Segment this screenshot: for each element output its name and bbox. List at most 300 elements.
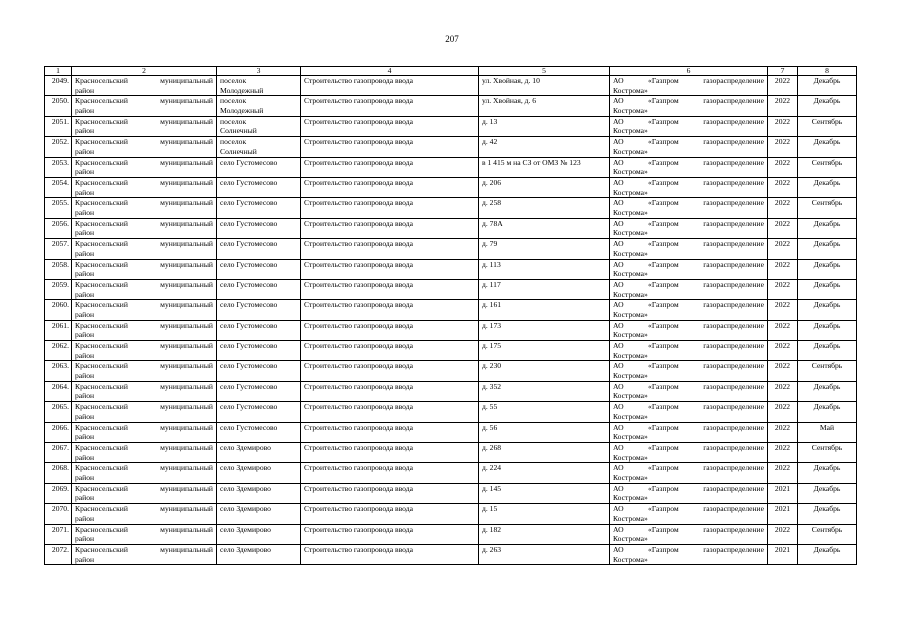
district-type: муниципальный xyxy=(160,381,213,391)
row-number: 2068. xyxy=(45,463,72,483)
district-suffix: район xyxy=(75,207,95,217)
work-type-cell: Строительство газопровода ввода xyxy=(301,544,479,564)
address-cell: д. 145 xyxy=(479,483,610,503)
executor-name-2: газораспределение xyxy=(703,483,764,493)
executor-form: АО xyxy=(613,279,624,289)
address-cell: д. 79 xyxy=(479,239,610,259)
district-name: Красносельский xyxy=(75,157,128,167)
month-cell: Декабрь xyxy=(798,239,857,259)
settlement-cell xyxy=(217,483,301,503)
column-header: 8 xyxy=(798,67,857,76)
column-header: 4 xyxy=(301,67,479,76)
executor-name-2: газораспределение xyxy=(703,116,764,126)
work-type-cell: Строительство газопровода ввода xyxy=(301,300,479,320)
table-row xyxy=(45,463,857,483)
settlement-line1: поселок xyxy=(220,137,247,147)
address-cell: д. 78А xyxy=(479,218,610,238)
executor-name-2: газораспределение xyxy=(703,157,764,167)
executor-name-1: «Газпром xyxy=(648,116,679,126)
table-row xyxy=(45,381,857,401)
district-cell xyxy=(72,443,217,463)
settlement-line1: село Густомесово xyxy=(220,218,278,228)
executor-name-2: газораспределение xyxy=(703,381,764,391)
settlement-cell xyxy=(217,300,301,320)
year-cell: 2022 xyxy=(768,402,798,422)
executor-form: АО xyxy=(613,483,624,493)
year-cell: 2022 xyxy=(768,157,798,177)
work-type-cell: Строительство газопровода ввода xyxy=(301,116,479,136)
month-cell: Сентябрь xyxy=(798,116,857,136)
address-cell: д. 55 xyxy=(479,402,610,422)
address-cell: д. 173 xyxy=(479,320,610,340)
executor-name-1: «Газпром xyxy=(648,76,679,85)
row-number: 2059. xyxy=(45,279,72,299)
district-cell xyxy=(72,402,217,422)
district-cell xyxy=(72,320,217,340)
table-row xyxy=(45,320,857,340)
district-type: муниципальный xyxy=(160,463,213,473)
settlement-line2: Солнечный xyxy=(220,126,257,136)
executor-name-1: «Газпром xyxy=(648,218,679,228)
executor-name-3: Кострома» xyxy=(613,289,648,299)
table-row xyxy=(45,279,857,299)
row-number: 2062. xyxy=(45,341,72,361)
district-name: Красносельский xyxy=(75,463,128,473)
executor-name-3: Кострома» xyxy=(613,411,648,421)
column-header: 7 xyxy=(768,67,798,76)
district-name: Красносельский xyxy=(75,544,128,554)
settlement-line1: поселок xyxy=(220,76,247,85)
executor-name-2: газораспределение xyxy=(703,443,764,453)
address-cell: д. 268 xyxy=(479,443,610,463)
row-number: 2050. xyxy=(45,96,72,116)
district-cell xyxy=(72,157,217,177)
executor-form: АО xyxy=(613,96,624,106)
year-cell: 2021 xyxy=(768,483,798,503)
executor-name-2: газораспределение xyxy=(703,96,764,106)
executor-form: АО xyxy=(613,239,624,249)
settlement-cell xyxy=(217,544,301,564)
settlement-line1: село Густомесово xyxy=(220,259,278,269)
settlement-cell xyxy=(217,463,301,483)
year-cell: 2022 xyxy=(768,524,798,544)
district-cell xyxy=(72,361,217,381)
executor-name-2: газораспределение xyxy=(703,259,764,269)
executor-name-3: Кострома» xyxy=(613,146,648,156)
district-suffix: район xyxy=(75,126,95,136)
settlement-line1: село Густомесово xyxy=(220,279,278,289)
month-cell: Сентябрь xyxy=(798,443,857,463)
district-name: Красносельский xyxy=(75,259,128,269)
table-row xyxy=(45,341,857,361)
year-cell: 2022 xyxy=(768,341,798,361)
settlement-line1: село Густомесово xyxy=(220,157,278,167)
executor-name-1: «Газпром xyxy=(648,177,679,187)
district-type: муниципальный xyxy=(160,137,213,147)
settlement-cell xyxy=(217,402,301,422)
executor-name-1: «Газпром xyxy=(648,137,679,147)
table-row xyxy=(45,483,857,503)
year-cell: 2022 xyxy=(768,463,798,483)
district-type: муниципальный xyxy=(160,300,213,310)
table-row xyxy=(45,504,857,524)
settlement-cell xyxy=(217,320,301,340)
executor-name-1: «Газпром xyxy=(648,239,679,249)
executor-name-3: Кострома» xyxy=(613,493,648,503)
district-cell xyxy=(72,279,217,299)
address-cell: д. 15 xyxy=(479,504,610,524)
work-type-cell: Строительство газопровода ввода xyxy=(301,157,479,177)
district-cell xyxy=(72,483,217,503)
district-name: Красносельский xyxy=(75,177,128,187)
month-cell: Декабрь xyxy=(798,320,857,340)
district-cell xyxy=(72,504,217,524)
district-suffix: район xyxy=(75,269,95,279)
work-type-cell: Строительство газопровода ввода xyxy=(301,259,479,279)
district-cell xyxy=(72,422,217,442)
district-type: муниципальный xyxy=(160,544,213,554)
settlement-line2: Солнечный xyxy=(220,146,257,156)
table-row xyxy=(45,422,857,442)
executor-form: АО xyxy=(613,524,624,534)
row-number: 2065. xyxy=(45,402,72,422)
district-cell xyxy=(72,259,217,279)
settlement-cell xyxy=(217,218,301,238)
work-type-cell: Строительство газопровода ввода xyxy=(301,96,479,116)
address-cell: д. 352 xyxy=(479,381,610,401)
district-cell xyxy=(72,341,217,361)
address-cell: д. 206 xyxy=(479,177,610,197)
executor-form: АО xyxy=(613,381,624,391)
row-number: 2064. xyxy=(45,381,72,401)
district-suffix: район xyxy=(75,534,95,544)
work-type-cell: Строительство газопровода ввода xyxy=(301,239,479,259)
settlement-line1: село Густомесово xyxy=(220,402,278,412)
table-row xyxy=(45,361,857,381)
work-type-cell: Строительство газопровода ввода xyxy=(301,463,479,483)
month-cell: Декабрь xyxy=(798,341,857,361)
district-name: Красносельский xyxy=(75,402,128,412)
executor-name-3: Кострома» xyxy=(613,85,648,95)
executor-name-2: газораспределение xyxy=(703,544,764,554)
executor-name-2: газораспределение xyxy=(703,341,764,351)
district-type: муниципальный xyxy=(160,504,213,514)
executor-name-2: газораспределение xyxy=(703,300,764,310)
settlement-line1: село Густомесово xyxy=(220,341,278,351)
district-cell xyxy=(72,544,217,564)
row-number: 2070. xyxy=(45,504,72,524)
month-cell: Сентябрь xyxy=(798,524,857,544)
address-cell: ул. Хвойная, д. 10 xyxy=(479,76,610,96)
district-type: муниципальный xyxy=(160,524,213,534)
work-type-cell: Строительство газопровода ввода xyxy=(301,76,479,96)
address-cell: д. 263 xyxy=(479,544,610,564)
work-type-cell: Строительство газопровода ввода xyxy=(301,137,479,157)
executor-cell xyxy=(610,300,768,320)
executor-name-1: «Газпром xyxy=(648,96,679,106)
executor-cell xyxy=(610,443,768,463)
district-suffix: район xyxy=(75,309,95,319)
work-type-cell: Строительство газопровода ввода xyxy=(301,524,479,544)
column-header: 6 xyxy=(610,67,768,76)
year-cell: 2022 xyxy=(768,116,798,136)
executor-name-3: Кострома» xyxy=(613,207,648,217)
executor-name-1: «Газпром xyxy=(648,361,679,371)
district-cell xyxy=(72,116,217,136)
settlement-cell xyxy=(217,524,301,544)
year-cell: 2022 xyxy=(768,137,798,157)
executor-cell xyxy=(610,157,768,177)
table-row xyxy=(45,239,857,259)
executor-cell xyxy=(610,544,768,564)
address-cell: д. 175 xyxy=(479,341,610,361)
row-number: 2056. xyxy=(45,218,72,238)
settlement-cell xyxy=(217,157,301,177)
district-suffix: район xyxy=(75,85,95,95)
executor-cell xyxy=(610,177,768,197)
executor-cell xyxy=(610,116,768,136)
work-type-cell: Строительство газопровода ввода xyxy=(301,320,479,340)
executor-name-2: газораспределение xyxy=(703,198,764,208)
year-cell: 2022 xyxy=(768,320,798,340)
executor-name-3: Кострома» xyxy=(613,126,648,136)
month-cell: Декабрь xyxy=(798,279,857,299)
table-row xyxy=(45,116,857,136)
settlement-cell xyxy=(217,443,301,463)
table-row xyxy=(45,198,857,218)
year-cell: 2022 xyxy=(768,177,798,197)
gasification-register-table xyxy=(44,66,857,565)
settlement-cell xyxy=(217,116,301,136)
district-type: муниципальный xyxy=(160,239,213,249)
settlement-line1: село Здемирово xyxy=(220,463,271,473)
district-cell xyxy=(72,300,217,320)
executor-name-1: «Газпром xyxy=(648,504,679,514)
district-type: муниципальный xyxy=(160,116,213,126)
executor-name-1: «Газпром xyxy=(648,300,679,310)
row-number: 2055. xyxy=(45,198,72,218)
executor-name-3: Кострома» xyxy=(613,554,648,564)
executor-name-2: газораспределение xyxy=(703,279,764,289)
executor-cell xyxy=(610,218,768,238)
executor-form: АО xyxy=(613,300,624,310)
year-cell: 2021 xyxy=(768,504,798,524)
district-name: Красносельский xyxy=(75,239,128,249)
address-cell: д. 258 xyxy=(479,198,610,218)
executor-name-1: «Газпром xyxy=(648,443,679,453)
settlement-cell xyxy=(217,422,301,442)
district-suffix: район xyxy=(75,105,95,115)
settlement-line1: село Густомесово xyxy=(220,381,278,391)
table-row xyxy=(45,402,857,422)
executor-name-2: газораспределение xyxy=(703,463,764,473)
year-cell: 2022 xyxy=(768,361,798,381)
executor-cell xyxy=(610,341,768,361)
district-type: муниципальный xyxy=(160,218,213,228)
district-suffix: район xyxy=(75,330,95,340)
settlement-cell xyxy=(217,361,301,381)
month-cell: Декабрь xyxy=(798,137,857,157)
executor-cell xyxy=(610,137,768,157)
district-name: Красносельский xyxy=(75,524,128,534)
district-suffix: район xyxy=(75,452,95,462)
executor-form: АО xyxy=(613,320,624,330)
year-cell: 2022 xyxy=(768,422,798,442)
executor-cell xyxy=(610,198,768,218)
settlement-line1: село Густомесово xyxy=(220,239,278,249)
work-type-cell: Строительство газопровода ввода xyxy=(301,361,479,381)
settlement-cell xyxy=(217,239,301,259)
month-cell: Декабрь xyxy=(798,300,857,320)
district-cell xyxy=(72,524,217,544)
district-name: Красносельский xyxy=(75,361,128,371)
district-cell xyxy=(72,137,217,157)
address-cell: в 1 415 м на СЗ от ОМЗ № 123 xyxy=(479,157,610,177)
district-cell xyxy=(72,76,217,96)
executor-name-3: Кострома» xyxy=(613,534,648,544)
settlement-line1: поселок xyxy=(220,96,247,106)
work-type-cell: Строительство газопровода ввода xyxy=(301,381,479,401)
year-cell: 2022 xyxy=(768,76,798,96)
executor-form: АО xyxy=(613,341,624,351)
executor-name-3: Кострома» xyxy=(613,309,648,319)
executor-form: АО xyxy=(613,402,624,412)
month-cell: Декабрь xyxy=(798,544,857,564)
executor-name-1: «Газпром xyxy=(648,279,679,289)
executor-name-3: Кострома» xyxy=(613,513,648,523)
executor-cell xyxy=(610,259,768,279)
month-cell: Май xyxy=(798,422,857,442)
row-number: 2063. xyxy=(45,361,72,381)
executor-name-3: Кострома» xyxy=(613,228,648,238)
executor-form: АО xyxy=(613,504,624,514)
column-header: 3 xyxy=(217,67,301,76)
executor-form: АО xyxy=(613,137,624,147)
month-cell: Декабрь xyxy=(798,402,857,422)
table-row xyxy=(45,76,857,96)
district-name: Красносельский xyxy=(75,198,128,208)
address-cell: д. 56 xyxy=(479,422,610,442)
executor-name-1: «Газпром xyxy=(648,544,679,554)
row-number: 2071. xyxy=(45,524,72,544)
settlement-cell xyxy=(217,341,301,361)
row-number: 2060. xyxy=(45,300,72,320)
executor-name-2: газораспределение xyxy=(703,361,764,371)
district-suffix: район xyxy=(75,493,95,503)
address-cell: д. 113 xyxy=(479,259,610,279)
district-type: муниципальный xyxy=(160,198,213,208)
executor-name-1: «Газпром xyxy=(648,198,679,208)
table-row xyxy=(45,157,857,177)
month-cell: Декабрь xyxy=(798,463,857,483)
address-cell: д. 230 xyxy=(479,361,610,381)
month-cell: Сентябрь xyxy=(798,198,857,218)
executor-name-3: Кострома» xyxy=(613,269,648,279)
district-cell xyxy=(72,463,217,483)
executor-name-1: «Газпром xyxy=(648,402,679,412)
month-cell: Декабрь xyxy=(798,96,857,116)
settlement-cell xyxy=(217,137,301,157)
executor-form: АО xyxy=(613,218,624,228)
district-cell xyxy=(72,381,217,401)
month-cell: Декабрь xyxy=(798,218,857,238)
settlement-line1: поселок xyxy=(220,116,247,126)
district-cell xyxy=(72,198,217,218)
settlement-line2: Молодежный xyxy=(220,85,264,95)
executor-name-1: «Газпром xyxy=(648,483,679,493)
address-cell: д. 224 xyxy=(479,463,610,483)
settlement-line2: Молодежный xyxy=(220,105,264,115)
address-cell: д. 117 xyxy=(479,279,610,299)
district-suffix: район xyxy=(75,146,95,156)
executor-cell xyxy=(610,320,768,340)
settlement-cell xyxy=(217,198,301,218)
district-suffix: район xyxy=(75,473,95,483)
month-cell: Декабрь xyxy=(798,259,857,279)
executor-form: АО xyxy=(613,422,624,432)
executor-name-2: газораспределение xyxy=(703,320,764,330)
column-header: 2 xyxy=(72,67,217,76)
district-suffix: район xyxy=(75,187,95,197)
work-type-cell: Строительство газопровода ввода xyxy=(301,483,479,503)
district-suffix: район xyxy=(75,228,95,238)
district-name: Красносельский xyxy=(75,116,128,126)
settlement-line1: село Здемирово xyxy=(220,504,271,514)
year-cell: 2022 xyxy=(768,96,798,116)
work-type-cell: Строительство газопровода ввода xyxy=(301,177,479,197)
executor-name-2: газораспределение xyxy=(703,504,764,514)
executor-name-2: газораспределение xyxy=(703,137,764,147)
address-cell: ул. Хвойная, д. 6 xyxy=(479,96,610,116)
executor-name-1: «Газпром xyxy=(648,320,679,330)
executor-name-3: Кострома» xyxy=(613,452,648,462)
work-type-cell: Строительство газопровода ввода xyxy=(301,198,479,218)
district-type: муниципальный xyxy=(160,157,213,167)
settlement-line1: село Здемирово xyxy=(220,443,271,453)
executor-name-1: «Газпром xyxy=(648,463,679,473)
district-suffix: район xyxy=(75,554,95,564)
executor-name-2: газораспределение xyxy=(703,218,764,228)
executor-name-2: газораспределение xyxy=(703,422,764,432)
executor-name-3: Кострома» xyxy=(613,105,648,115)
executor-cell xyxy=(610,361,768,381)
district-suffix: район xyxy=(75,391,95,401)
settlement-line1: село Густомесово xyxy=(220,361,278,371)
row-number: 2057. xyxy=(45,239,72,259)
executor-cell xyxy=(610,422,768,442)
district-name: Красносельский xyxy=(75,504,128,514)
table-row xyxy=(45,300,857,320)
executor-name-1: «Газпром xyxy=(648,524,679,534)
executor-form: АО xyxy=(613,157,624,167)
district-name: Красносельский xyxy=(75,218,128,228)
district-suffix: район xyxy=(75,432,95,442)
row-number: 2054. xyxy=(45,177,72,197)
year-cell: 2022 xyxy=(768,239,798,259)
work-type-cell: Строительство газопровода ввода xyxy=(301,443,479,463)
month-cell: Сентябрь xyxy=(798,157,857,177)
work-type-cell: Строительство газопровода ввода xyxy=(301,422,479,442)
executor-name-3: Кострома» xyxy=(613,473,648,483)
month-cell: Декабрь xyxy=(798,483,857,503)
district-suffix: район xyxy=(75,167,95,177)
executor-form: АО xyxy=(613,177,624,187)
district-type: муниципальный xyxy=(160,422,213,432)
table-row xyxy=(45,96,857,116)
district-type: муниципальный xyxy=(160,443,213,453)
district-type: муниципальный xyxy=(160,402,213,412)
year-cell: 2022 xyxy=(768,279,798,299)
